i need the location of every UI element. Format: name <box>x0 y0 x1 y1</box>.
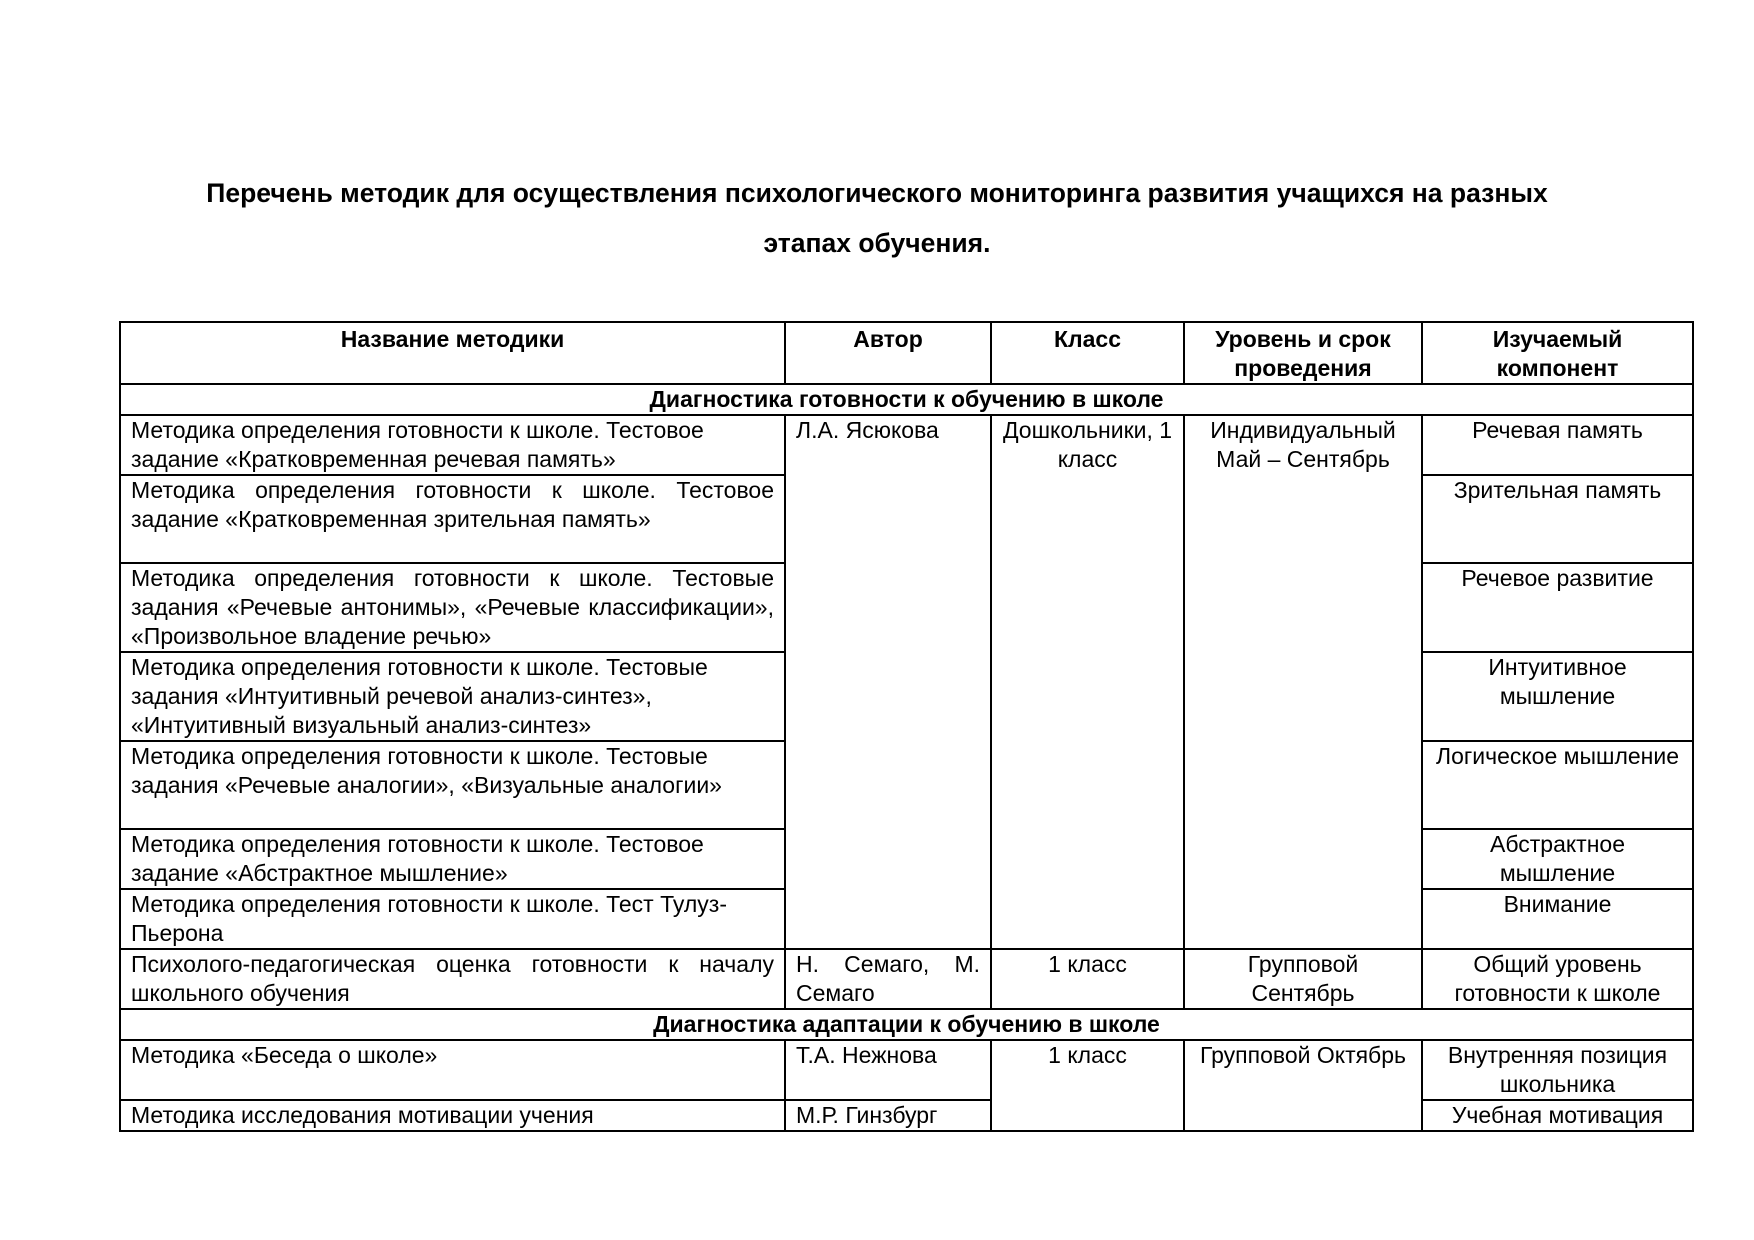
method-cell: Методика определения готовности к школе. Тестовое задание «Абстрактное мышление» <box>120 829 785 889</box>
component-cell: Логическое мышление <box>1422 741 1693 829</box>
author-cell: М.Р. Гинзбург <box>785 1100 991 1131</box>
header-cell: Уровень и срок проведения <box>1184 322 1422 384</box>
author-cell: Н. Семаго, М. Семаго <box>785 949 991 1009</box>
section-row <box>120 384 1693 415</box>
component-cell: Учебная мотивация <box>1422 1100 1693 1131</box>
component-cell: Общий уровень готовности к школе <box>1422 949 1693 1009</box>
grade-cell: Дошкольники, 1 класс <box>991 415 1184 949</box>
method-cell: Методика «Беседа о школе» <box>120 1040 785 1100</box>
method-cell: Методика исследования мотивации учения <box>120 1100 785 1131</box>
title-line-2: этапах обучения. <box>763 228 991 258</box>
grade-cell: 1 класс <box>991 949 1184 1009</box>
page-title <box>90 168 1664 268</box>
component-cell: Речевая память <box>1422 415 1693 475</box>
methods-table <box>119 321 1694 1132</box>
author-cell: Л.А. Ясюкова <box>785 415 991 949</box>
method-cell: Методика определения готовности к школе. Тест Тулуз-Пьерона <box>120 889 785 949</box>
method-cell: Методика определения готовности к школе. Тестовое задание «Кратковременная речевая память» <box>120 415 785 475</box>
method-cell: Методика определения готовности к школе. Тестовые задания «Интуитивный речевой анализ-синтез», «Интуитивный визуальный анализ-синтез» <box>120 652 785 741</box>
level-cell: Групповой Октябрь <box>1184 1040 1422 1131</box>
section-row <box>120 1009 1693 1040</box>
method-cell: Методика определения готовности к школе. Тестовые задания «Речевые антонимы», «Речевые классификации», «Произвольное владение речью» <box>120 563 785 652</box>
table-row <box>120 949 1693 1009</box>
section-title: Диагностика готовности к обучению в школе <box>120 384 1693 415</box>
level-cell: Индивидуальный Май – Сентябрь <box>1184 415 1422 949</box>
header-row <box>120 322 1693 384</box>
table-row <box>120 1100 1693 1131</box>
header-cell: Название методики <box>120 322 785 384</box>
component-cell: Внимание <box>1422 889 1693 949</box>
level-cell: Групповой Сентябрь <box>1184 949 1422 1009</box>
method-cell: Психолого-педагогическая оценка готовности к началу школьного обучения <box>120 949 785 1009</box>
component-cell: Зрительная память <box>1422 475 1693 563</box>
component-cell: Интуитивное мышление <box>1422 652 1693 741</box>
header-cell: Изучаемый компонент <box>1422 322 1693 384</box>
header-cell: Автор <box>785 322 991 384</box>
title-line-1: Перечень методик для осуществления психологического мониторинга развития учащихся на разных <box>206 178 1548 208</box>
method-cell: Методика определения готовности к школе. Тестовые задания «Речевые аналогии», «Визуальные аналогии» <box>120 741 785 829</box>
header-cell: Класс <box>991 322 1184 384</box>
component-cell: Абстрактное мышление <box>1422 829 1693 889</box>
grade-cell: 1 класс <box>991 1040 1184 1131</box>
component-cell: Речевое развитие <box>1422 563 1693 652</box>
component-cell: Внутренняя позиция школьника <box>1422 1040 1693 1100</box>
author-cell: Т.А. Нежнова <box>785 1040 991 1100</box>
table-row <box>120 415 1693 475</box>
section-title: Диагностика адаптации к обучению в школе <box>120 1009 1693 1040</box>
table-row <box>120 1040 1693 1100</box>
method-cell: Методика определения готовности к школе. Тестовое задание «Кратковременная зрительная память» <box>120 475 785 563</box>
